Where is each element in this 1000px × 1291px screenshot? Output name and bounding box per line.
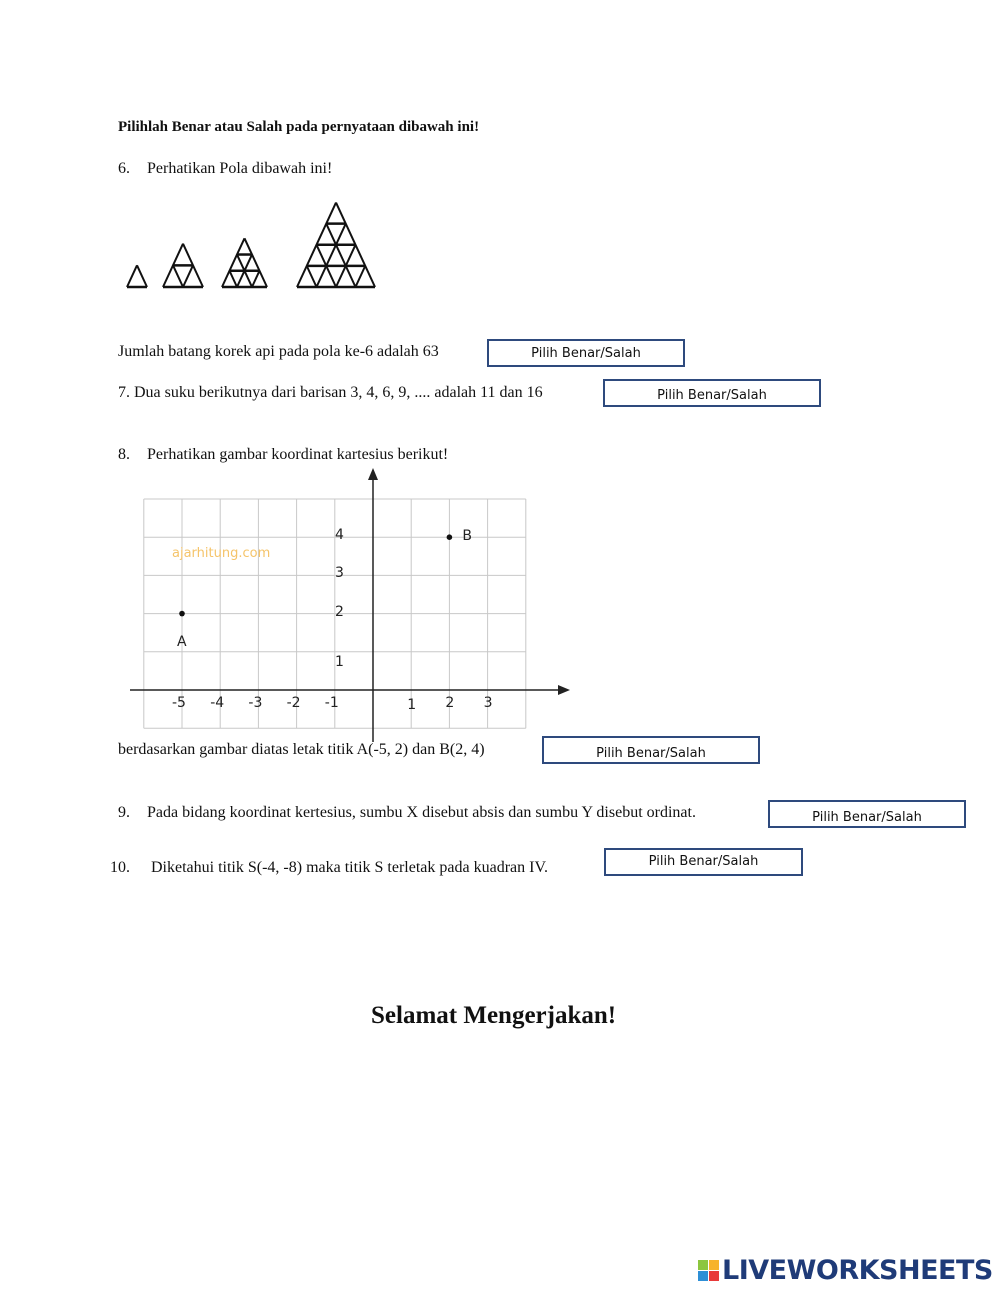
y-tick-label: 2: [335, 603, 344, 620]
logo-icon: [698, 1260, 719, 1281]
x-tick-label: -1: [324, 695, 339, 711]
liveworksheets-logo: [698, 1255, 993, 1286]
q9-text: Pada bidang koordinat kertesius, sumbu X disebut absis dan sumbu Y disebut ordinat.: [147, 804, 696, 821]
q6-text: Perhatikan Pola dibawah ini!: [147, 160, 333, 177]
q6-statement: Jumlah batang korek api pada pola ke-6 adalah 63: [118, 343, 439, 360]
point-label: B: [462, 528, 472, 545]
x-axis-arrow: [558, 685, 570, 695]
x-tick-label: 3: [483, 695, 493, 711]
cartesian-graph: [0, 0, 600, 760]
q8-answer-select[interactable]: Pilih Benar/Salah: [542, 736, 760, 764]
q8-number: 8.: [118, 446, 130, 463]
q10-answer-select[interactable]: Pilih Benar/Salah: [604, 848, 803, 876]
q10-number: 10.: [110, 859, 130, 876]
point-a: [179, 611, 185, 617]
instruction: Pilihlah Benar atau Salah pada pernyataan dibawah ini!: [118, 119, 480, 135]
y-tick-label: 3: [335, 565, 344, 582]
y-axis-arrow: [368, 468, 378, 480]
logo-text: LIVEWORKSHEETS: [722, 1255, 993, 1286]
q6-answer-select[interactable]: Pilih Benar/Salah: [487, 339, 685, 367]
q6-number: 6.: [118, 160, 130, 177]
q8-statement: berdasarkan gambar diatas letak titik A(-5, 2) dan B(2, 4): [118, 741, 485, 758]
x-tick-label: -3: [248, 695, 263, 711]
x-tick-label: -2: [286, 695, 301, 711]
x-tick-label: 2: [445, 695, 455, 711]
x-tick-label: -4: [210, 695, 225, 711]
y-tick-label: 1: [335, 653, 344, 670]
q10-text: Diketahui titik S(-4, -8) maka titik S terletak pada kuadran IV.: [151, 859, 548, 876]
q9-answer-select[interactable]: Pilih Benar/Salah: [768, 800, 966, 828]
point-b: [447, 534, 453, 540]
q9-number: 9.: [118, 804, 130, 821]
closing-message: Selamat Mengerjakan!: [371, 1002, 617, 1029]
q8-text: Perhatikan gambar koordinat kartesius berikut!: [147, 446, 449, 463]
graph-watermark: ajarhitung.com: [172, 546, 271, 561]
q7-answer-select[interactable]: Pilih Benar/Salah: [603, 379, 821, 407]
q7-text: 7. Dua suku berikutnya dari barisan 3, 4, 6, 9, .... adalah 11 dan 16: [118, 384, 543, 401]
y-tick-label: 4: [335, 527, 344, 544]
point-label: A: [177, 633, 187, 650]
x-tick-label: -5: [172, 695, 186, 711]
x-tick-label: 1: [407, 697, 417, 713]
